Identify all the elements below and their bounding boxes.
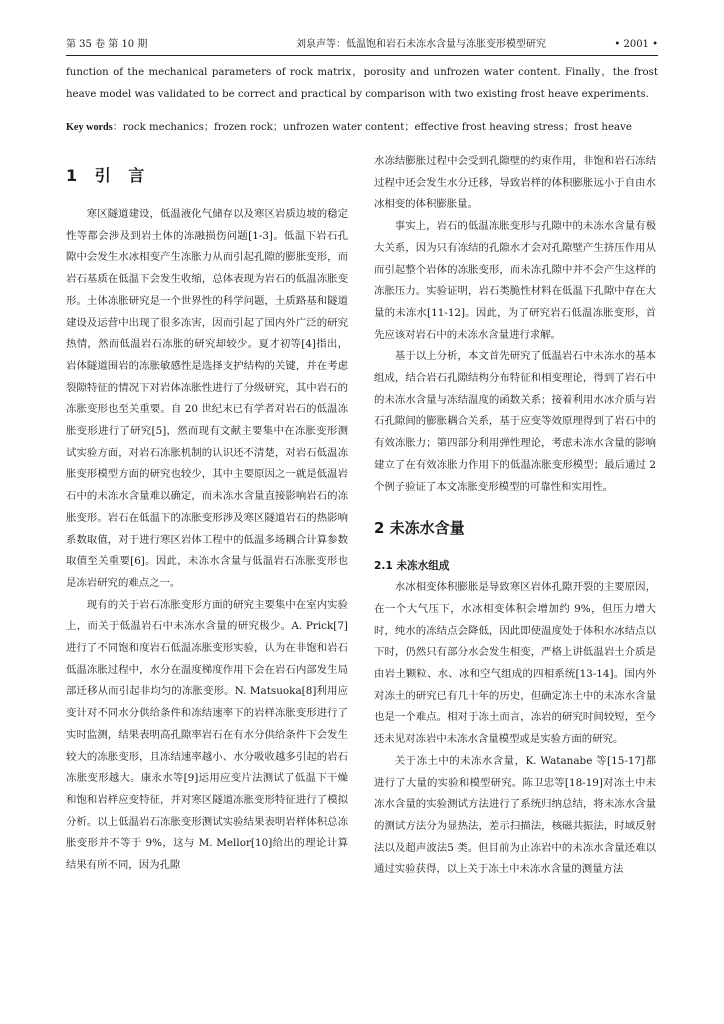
page-number: • 2001 • (614, 39, 658, 50)
paragraph: 现有的关于岩石冻胀变形方面的研究主要集中在室内实验上，而关于低温岩石中未冻水含量的研究极少。A. Prick[7]进行了不同饱和度岩石低温冻胀变形实验，认为在非饱和岩石低温冻胀过程中，水分在温度梯度作用下会在岩石内部发生局部迁移从而引起非均匀的冻胀变形。N. Matsuoka[8]利用应变计对不同水分供给条件和冻结速率下的岩样冻胀变形进行了实时监测，结果表明高孔隙率岩石在有水分供给条件下会发生较大的冻胀变形，且冻结速率越小、水分吸收越多引起的岩石冻胀变形越大。康永水等[9]运用应变片法测试了低温下干燥和饱和岩样应变特征，并对寒区隧道冻胀变形特征进行了模拟分析。以上低温岩石冻胀变形测试实验结果表明岩样体积总冻胀变形并不等于 9%，这与 M. Mellor[10]给出的理论计算结果有所不同，因为孔隙 (66, 598, 348, 872)
section-2-heading: 2 未冻水含量 (374, 519, 465, 538)
paragraph: 关于冻土中的未冻水含量，K. Watanabe 等[15-17]都进行了大量的实验和模型研究。陈卫忠等[18-19]对冻土中未冻水含量的实验测试方法进行了系统归纳总结，将未冻水含量的测试方法分为显热法，差示扫描法，核磁共振法，时域反射法以及超声波法5 类。但目前为止冻岩中的未冻水含量还难以通过实验获得，以上关于冻土中未冻水含量的测量方法 (374, 754, 656, 876)
paragraph: 水冻结膨胀过程中会受到孔隙壁的约束作用，非饱和岩石冻结过程中还会发生水分迁移，导致岩样的体积膨胀远小于自由水冰相变的体积膨胀量。 (374, 155, 656, 211)
paragraph: 事实上，岩石的低温冻胀变形与孔隙中的未冻水含量有极大关系，因为只有冻结的孔隙水才会对孔隙壁产生挤压作用从而引起整个岩体的冻胀变形，而未冻孔隙中并不会产生这样的冻胀压力。实验证明，岩石类脆性材料在低温下孔隙中存在大量的未冻水[11-12]。因此，为了研究岩石低温冻胀变形，首先应该对岩石中的未冻水含量进行求解。 (374, 220, 656, 341)
paragraph: 寒区隧道建设，低温液化气储存以及寒区岩质边坡的稳定性等都会涉及到岩土体的冻融损伤问题[1-3]。低温下岩石孔隙中会发生水冰相变产生冻胀力从而引起孔隙的膨胀变形，而岩石基质在低温下会发生收缩，总体表现为岩石的低温冻胀变形。土体冻胀研究是一个世界性的科学问题，土质路基和隧道建设及运营中出现了很多冻害，因而引起了国内外广泛的研究热情，然而低温岩石冻胀的研究却较少。夏才初等[4]指出，岩体隧道围岩的冻胀敏感性是选择支护结构的关键，并在考虑裂隙特征的情况下对岩体冻胀性进行了分级研究，其中岩石的冻胀变形也至关重要。自 20 世纪末已有学者对岩石的低温冻胀变形进行了研究[5]，然而现有文献主要集中在冻胀变形测试实验方面，对岩石冻胀机制的认识还不清楚，对岩石低温冻胀变形模型方面的研究也较少，其中主要原因之一就是低温岩石中的未冻水含量难以确定，而未冻水含量直接影响岩石的冻胀变形。岩石在低温下的冻胀变形涉及寒区隧道岩石的热影响系数取值，对于进行寒区岩体工程中的低温多场耦合计算参数取值至关重要[6]。因此，未冻水含量与低温岩石冻胀变形也是冻岩研究的难点之一。 (66, 208, 348, 589)
abstract-tail (66, 62, 658, 105)
left-column (66, 146, 348, 877)
paragraph: 基于以上分析，本文首先研究了低温岩石中未冻水的基本组成，结合岩石孔隙结构分布特征和相变理论，得到了岩石中的未冻水含量与冻结温度的函数关系；接着利用水冰介质与岩石孔隙间的膨胀耦合关系，基于应变等效原理得到了岩石中的有效冻胀力；第四部分利用弹性理论，考虑未冻水含量的影响建立了在有效冻胀力作用下的低温冻胀变形模型；最后通过 2 个例子验证了本文冻胀变形模型的可靠性和实用性。 (374, 350, 656, 493)
volume-issue: 第 35 卷 第 10 期 (66, 39, 148, 50)
section-1-heading: 1 引 言 (66, 166, 151, 185)
running-title: 刘泉声等：低温饱和岩石未冻水含量与冻胀变形模型研究 (296, 39, 546, 50)
keywords-label: Key words (66, 122, 113, 133)
abstract-text: function of the mechanical parameters of rock matrix，porosity and unfrozen water content. Finally，the frost heave model was validated to be correct and practical by comparison with two existing frost heave experiments. (66, 67, 658, 100)
keywords (66, 117, 658, 139)
paragraph: 水冰相变体积膨胀是导致寒区岩体孔隙开裂的主要原因，在一个大气压下，水冰相变体积会增加约 9%，但压力增大时，纯水的冻结点会降低，因此即使温度处于体积水冰结点以下时，仍然只有部分水会发生相变，严格上讲低温岩土介质是由岩土颗粒、水、冰和空气组成的四相系统[13-14]。国内外对冻土的研究已有几十年的历史，但确定冻土中的未冻水含量也是一个难点。相对于冻土而言，冻岩的研究时间较短，至今还未见对冻岩中未冻水含量模型或是实验方面的研究。 (374, 581, 656, 746)
right-column (374, 151, 656, 881)
running-header (66, 38, 658, 52)
subsection-2-1-heading: 2.1 未冻水组成 (374, 560, 450, 573)
header-rule (66, 55, 658, 56)
keywords-text: ：rock mechanics；frozen rock；unfrozen water content；effective frost heaving stress；frost heave (112, 122, 632, 133)
